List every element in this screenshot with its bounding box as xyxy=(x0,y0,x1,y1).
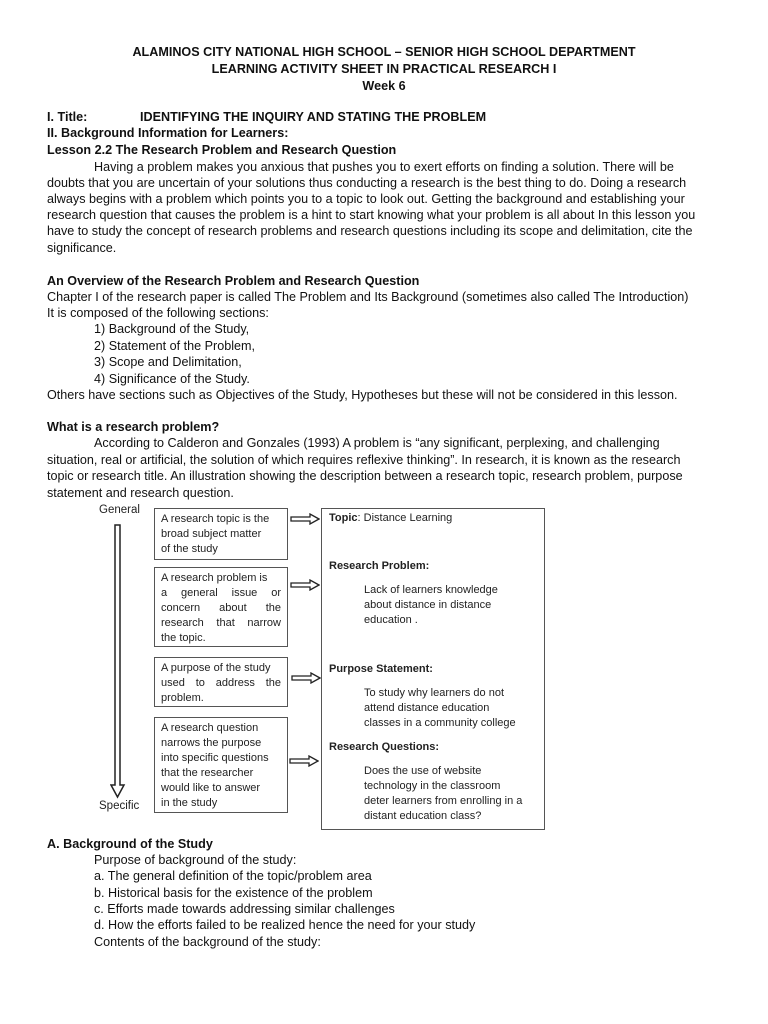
purpose-definition-box: A purpose of the study used to address the problem. xyxy=(154,657,288,707)
down-arrow-icon xyxy=(110,523,126,799)
problem-label: Research Problem: xyxy=(329,560,430,572)
paragraph-line: topic or research title. An illustration showing the description between a research topic, research problem, purpose xyxy=(47,469,683,483)
paragraph-line: Chapter I of the research paper is called The Problem and Its Background (sometimes also called The Introduction) xyxy=(47,290,689,304)
lesson-title: IDENTIFYING THE INQUIRY AND STATING THE PROBLEM xyxy=(140,110,487,124)
paragraph-line: research question that causes the problem is a hint to start knowing what your problem is all about In this lesson you xyxy=(47,208,696,222)
topic-example: Topic: Distance Learning xyxy=(329,512,453,524)
section-heading: II. Background Information for Learners: xyxy=(47,126,289,140)
paragraph-line: situation, real or artificial, the solution of which requires reflexive thinking”. In research, it is known as the research xyxy=(47,453,681,467)
questions-example: Does the use of website technology in the classroom deter learners from enrolling in a distant education class? xyxy=(364,765,523,822)
lesson-heading: Lesson 2.2 The Research Problem and Research Question xyxy=(47,143,397,157)
list-item: c. Efforts made towards addressing similar challenges xyxy=(94,902,395,916)
paragraph-line: have to study the concept of research problems and research questions including its scope and delimitation, cite the xyxy=(47,224,693,238)
paragraph-line: Contents of the background of the study: xyxy=(94,935,321,949)
right-arrow-icon xyxy=(289,755,319,767)
list-item: 4) Significance of the Study. xyxy=(94,372,250,386)
list-item: 2) Statement of the Problem, xyxy=(94,339,256,353)
problem-example: Lack of learners knowledge about distance in distance education . xyxy=(364,584,498,626)
paragraph-line: always begins with a problem which points you to a topic to look out. Getting the background and establishing your xyxy=(47,192,685,206)
topic-definition-box: A research topic is the broad subject matter of the study xyxy=(154,508,288,560)
specific-label: Specific xyxy=(99,800,140,812)
paragraph-line: Having a problem makes you anxious that pushes you to exert efforts on finding a solution. There will be xyxy=(94,160,674,174)
question-definition-box: A research question narrows the purpose into specific questions that the researcher would like to answer in the study xyxy=(154,717,288,813)
problem-definition-box: A research problem is a general issue or concern about the research that narrow the topic. xyxy=(154,567,288,647)
research-problem-heading: What is a research problem? xyxy=(47,420,220,434)
list-item: b. Historical basis for the existence of the problem xyxy=(94,886,373,900)
overview-heading: An Overview of the Research Problem and Research Question xyxy=(47,274,420,288)
paragraph-line: Others have sections such as Objectives of the Study, Hypotheses but these will not be considered in this lesson. xyxy=(47,388,678,402)
sheet-title: LEARNING ACTIVITY SHEET IN PRACTICAL RESEARCH I xyxy=(211,62,557,76)
right-arrow-icon xyxy=(290,579,320,591)
paragraph-line: doubts that you are uncertain of your solutions thus conducting a research is the best thing to do. Doing a research xyxy=(47,176,687,190)
paragraph-line: statement and research question. xyxy=(47,486,234,500)
right-arrow-icon xyxy=(290,513,320,525)
week-label: Week 6 xyxy=(362,79,406,93)
right-arrow-icon xyxy=(291,672,321,684)
paragraph-line: significance. xyxy=(47,241,117,255)
paragraph-line: Purpose of background of the study: xyxy=(94,853,297,867)
purpose-label: Purpose Statement: xyxy=(329,663,433,675)
paragraph-line: It is composed of the following sections: xyxy=(47,306,269,320)
purpose-example: To study why learners do not attend distance education classes in a community college xyxy=(364,687,516,729)
school-header: ALAMINOS CITY NATIONAL HIGH SCHOOL – SENIOR HIGH SCHOOL DEPARTMENT xyxy=(132,45,636,59)
list-item: 1) Background of the Study, xyxy=(94,322,250,336)
title-label: I. Title: xyxy=(47,110,88,124)
general-label: General xyxy=(99,504,140,516)
section-a-heading: A. Background of the Study xyxy=(47,837,213,851)
list-item: a. The general definition of the topic/problem area xyxy=(94,869,372,883)
list-item: d. How the efforts failed to be realized hence the need for your study xyxy=(94,918,476,932)
list-item: 3) Scope and Delimitation, xyxy=(94,355,242,369)
questions-label: Research Questions: xyxy=(329,741,440,753)
paragraph-line: According to Calderon and Gonzales (1993) A problem is “any significant, perplexing, and challenging xyxy=(94,436,660,450)
